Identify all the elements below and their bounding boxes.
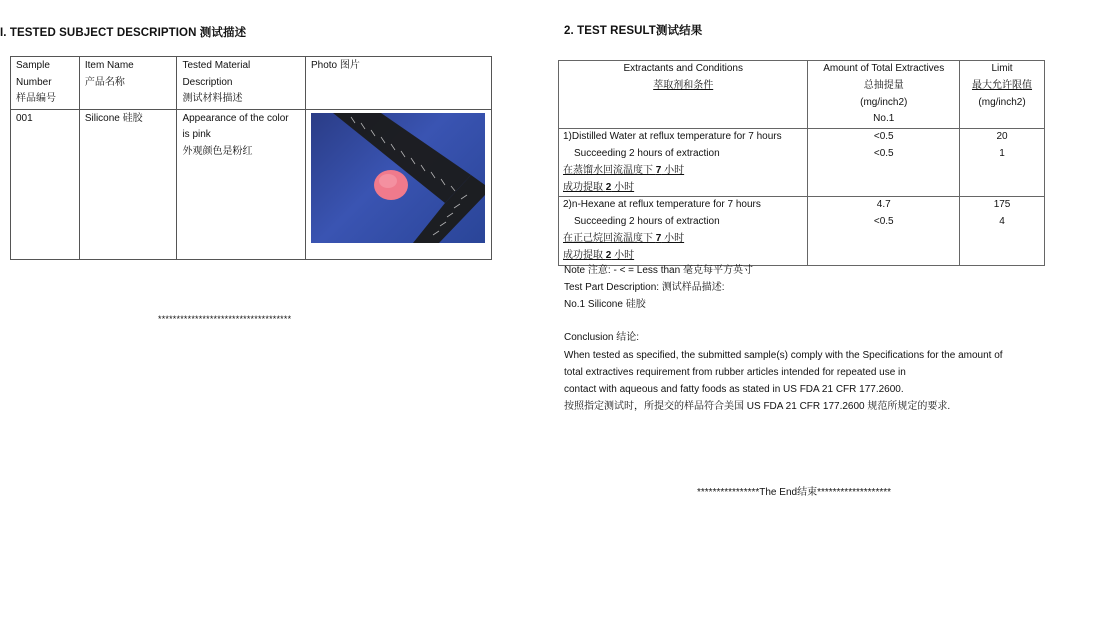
table-header-row <box>11 57 492 110</box>
header-extractants: Extractants and Conditions 萃取剂和条件 <box>559 61 808 129</box>
table-row <box>559 129 1045 197</box>
table-row <box>559 197 1045 265</box>
amount-cell: <0.5 <0.5 <box>808 129 960 197</box>
note-text: Note 注意: - < = Less than 毫克每平方英寸 <box>564 265 753 276</box>
section2-title: 2. TEST RESULT测试结果 <box>564 25 703 37</box>
table-row <box>11 109 492 260</box>
item-name-cell: Silicone 硅胶 <box>79 109 177 260</box>
conclusion-line: When tested as specified, the submitted sample(s) comply with the Specifications for the amount of <box>564 350 1003 361</box>
condition-cell: 2)n-Hexane at reflux temperature for 7 hours Succeeding 2 hours of extraction 在正己烷回流温度下 7 小时 成功提取 2 小时 <box>559 197 808 265</box>
test-result-table <box>558 60 1045 266</box>
header-limit: Limit 最大允许限值 (mg/inch2) <box>960 61 1045 129</box>
part-description-label: Test Part Description: 测试样品描述: <box>564 282 725 293</box>
conclusion-line: 按照指定测试时，所提交的样品符合美国 US FDA 21 CFR 177.2600 规范所规定的要求. <box>564 401 951 412</box>
conclusion-line: total extractives requirement from rubber articles intended for repeated use in <box>564 367 906 378</box>
header-sample-number: Sample Number 样品编号 <box>11 57 80 110</box>
sample-photo-graphic <box>311 113 485 243</box>
header-photo: Photo 图片 <box>305 57 491 110</box>
condition-cell: 1)Distilled Water at reflux temperature for 7 hours Succeeding 2 hours of extraction 在蒸馏水回流温度下 7 小时 成功提取 2 小时 <box>559 129 808 197</box>
the-end-marker: ****************The End结束******************* <box>697 487 892 498</box>
amount-cell: 4.7 <0.5 <box>808 197 960 265</box>
sample-number-cell: 001 <box>11 109 80 260</box>
conclusion-title: Conclusion 结论: <box>564 332 640 343</box>
header-material-description: Tested Material Description 测试材料描述 <box>177 57 306 110</box>
header-amount: Amount of Total Extractives 总抽提量 (mg/inch2) No.1 <box>808 61 960 129</box>
part-description-item: No.1 Silicone 硅胶 <box>564 299 646 310</box>
section1-title: I. TESTED SUBJECT DESCRIPTION 测试描述 <box>0 27 247 39</box>
separator-stars: ************************************ <box>158 314 292 324</box>
conclusion-line: contact with aqueous and fatty foods as stated in US FDA 21 CFR 177.2600. <box>564 384 904 395</box>
header-item-name: Item Name 产品名称 <box>79 57 177 110</box>
photo-cell <box>305 109 491 260</box>
subject-description-table <box>10 56 492 260</box>
limit-cell: 175 4 <box>960 197 1045 265</box>
table-header-row <box>559 61 1045 129</box>
sample-photo <box>311 113 485 243</box>
material-description-cell: Appearance of the color is pink 外观颜色是粉红 <box>177 109 306 260</box>
limit-cell: 20 1 <box>960 129 1045 197</box>
